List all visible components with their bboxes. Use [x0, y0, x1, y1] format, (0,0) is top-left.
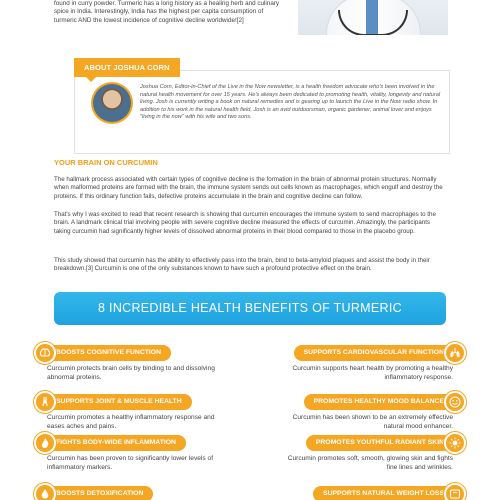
benefit-label: BOOSTS COGNITIVE FUNCTION	[38, 345, 171, 361]
detox-icon	[34, 483, 56, 500]
intro-line: found in curry powder. Turmeric has a long history as a healing herb and culinary	[54, 0, 280, 7]
benefit-detox	[38, 486, 228, 500]
benefit-mood	[272, 394, 462, 434]
benefits-banner: 8 INCREDIBLE HEALTH BENEFITS OF TURMERIC	[54, 292, 446, 325]
benefit-text: Curcumin has been proven to significantly lower levels of inflammatory markers.	[47, 455, 214, 471]
body-paragraph: The hallmark process associated with certain types of cognitive decline is the formation in the brain of abnormal protein structures. Normally when malformed proteins are formed with the brain, the immune system sends out cells known as macrophages, which engulf and destroy the proteins. If this ordinary function fails, defective proteins accumulate in the brain and cognitive decline can follow.	[54, 176, 443, 200]
scale-icon	[444, 483, 466, 500]
flame-icon	[34, 432, 56, 454]
benefit-inflammation	[38, 435, 228, 475]
benefit-label: SUPPORTS NATURAL WEIGHT LOSS	[313, 486, 462, 500]
body-paragraph: This study showed that curcumin has the ability to effectively pass into the brain, bind to beta-amyloid plaques and assist the body in their breakdown.[3] Curcumin is one of the only substances known to have such a profound protective effect on the brain.	[54, 257, 430, 273]
body-paragraph: That's why I was excited to read that recent research is showing that curcumin encourages the immune system to send macrophages to the brain. A landmark clinical trial involving people with severe cognitive decline measured the effects of curcumin. Amazingly, the participants taking curcumin had significantly higher levels of dissolved abnormal proteins in their blood compared to those in the placebo group.	[54, 211, 436, 235]
lungs-icon	[444, 342, 466, 364]
doctor-photo	[298, 0, 448, 35]
benefit-label: PROMOTES YOUTHFUL RADIANT SKIN	[306, 435, 462, 451]
benefit-joint	[38, 394, 228, 434]
benefit-label: SUPPORTS JOINT & MUSCLE HEALTH	[38, 394, 192, 410]
intro-paragraph	[54, 0, 292, 25]
benefit-label: SUPPORTS CARDIOVASCULAR FUNCTION	[294, 345, 462, 361]
benefit-weight	[272, 486, 462, 500]
avatar	[91, 82, 133, 124]
benefit-label: BOOSTS DETOXIFICATION	[38, 486, 153, 500]
benefit-skin	[272, 435, 462, 475]
smile-icon	[444, 391, 466, 413]
section-heading: YOUR BRAIN ON CURCUMIN	[54, 158, 158, 167]
benefit-cognitive	[38, 345, 228, 385]
benefit-label: PROMOTES HEALTHY MOOD BALANCE	[304, 394, 462, 410]
joint-icon	[34, 391, 56, 413]
sun-icon	[444, 432, 466, 454]
intro-line: spice in India. Interestingly, India has the highest per capita consumption of	[54, 8, 264, 16]
benefit-label: FIGHTS BODY-WIDE INFLAMMATION	[38, 435, 186, 451]
benefit-text: Curcumin promotes soft, smooth, glowing skin and fights fine lines and wrinkles.	[287, 455, 453, 471]
benefit-text: Curcumin has been shown to be an extremely effective natural mood enhancer.	[292, 414, 453, 430]
benefit-text: Curcumin supports heart health by promoting a healthy inflammatory response.	[292, 365, 453, 381]
intro-line: turmeric AND the lowest incidence of cognitive decline worldwide![2]	[54, 16, 244, 24]
benefit-text: Curcumin promotes a healthy inflammatory response and eases aches and pains.	[47, 414, 215, 430]
author-bio: Joshua Corn, Editor-in-Chief of the Live in the Now newsletter, is a health freedom advocate who's been involved in the natural health movement for over 15 years. He's always been dedicated to promoting health, vitality, longevity and natural living. Josh is currently writing a book on natural remedies and is gearing up to launch the Live in the Now radio show. In addition to his work in the natural health field, Josh is an avid outdoorsman, organic gardener, animal lover and enjoys "living in the now" with his wife and two sons.	[140, 84, 441, 121]
author-tab: ABOUT JOSHUA CORN	[74, 58, 180, 77]
benefit-text: Curcumin protects brain cells by binding to and dissolving abnormal proteins.	[47, 365, 215, 381]
brain-icon	[34, 342, 56, 364]
benefit-cardiovascular	[272, 345, 462, 385]
